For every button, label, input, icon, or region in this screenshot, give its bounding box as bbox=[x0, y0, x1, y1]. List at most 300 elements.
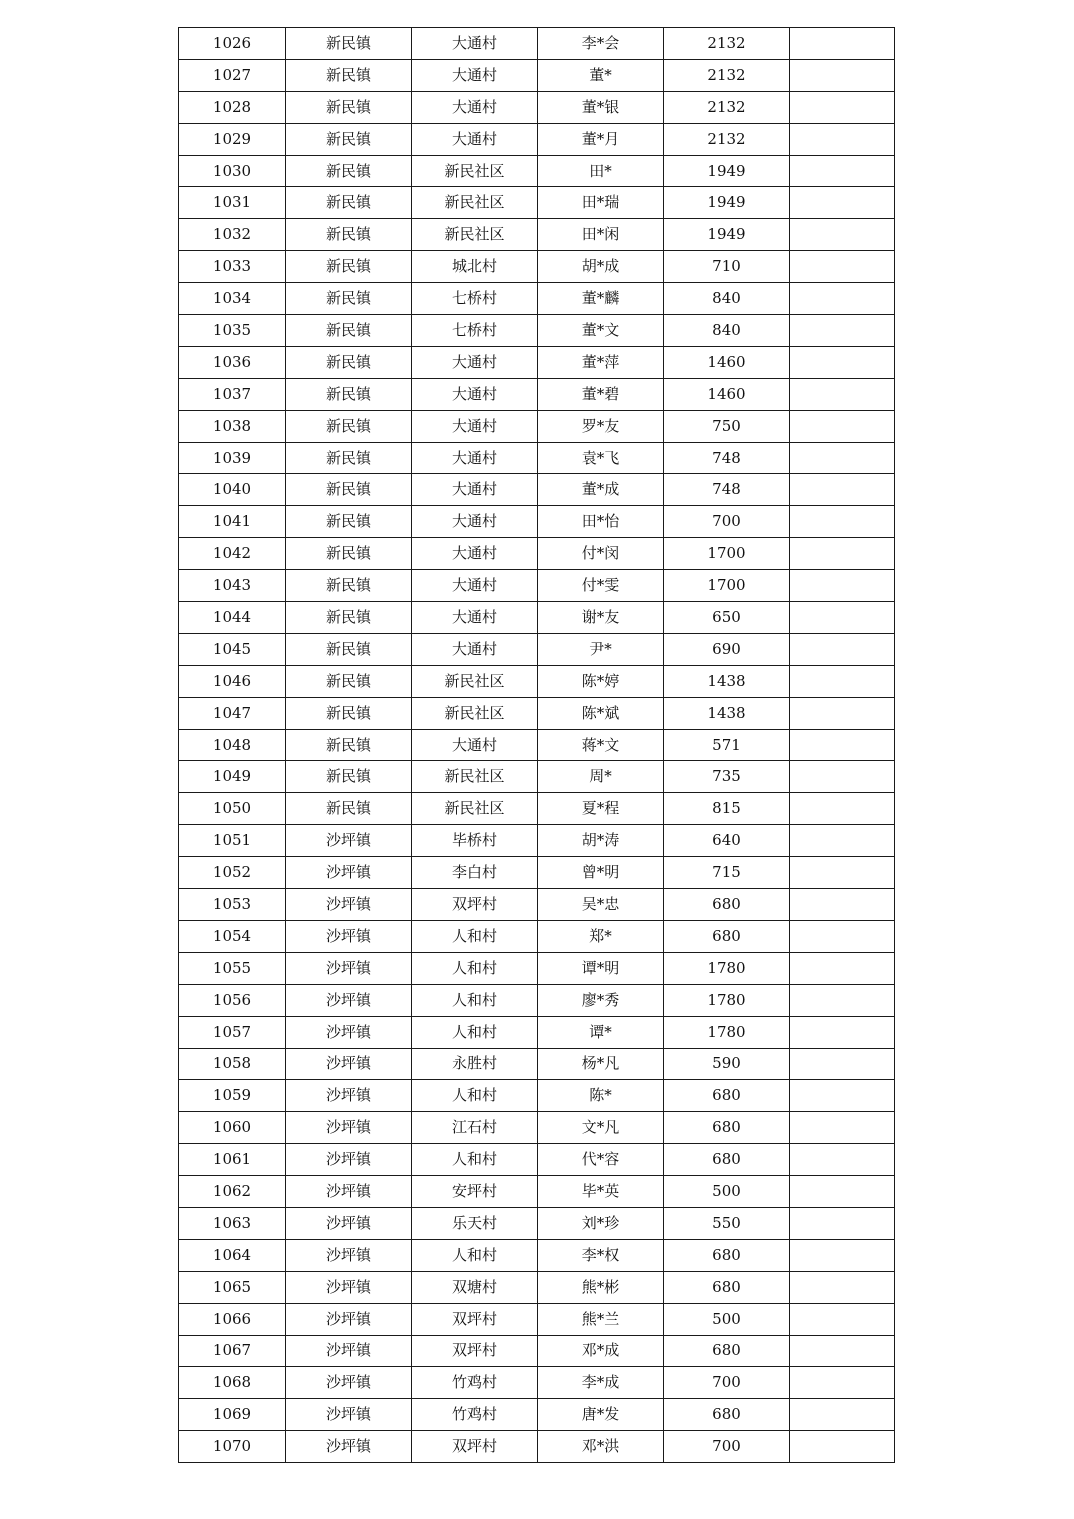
row-number-cell: 1068 bbox=[179, 1367, 286, 1399]
row-number-cell: 1038 bbox=[179, 410, 286, 442]
village-cell: 新民社区 bbox=[412, 155, 538, 187]
amount-cell: 680 bbox=[664, 1080, 790, 1112]
amount-cell: 1949 bbox=[664, 187, 790, 219]
row-number-cell: 1045 bbox=[179, 633, 286, 665]
town-cell: 新民镇 bbox=[286, 602, 412, 634]
amount-cell: 680 bbox=[664, 1144, 790, 1176]
name-cell: 董*碧 bbox=[538, 378, 664, 410]
town-cell: 新民镇 bbox=[286, 283, 412, 315]
amount-cell: 1700 bbox=[664, 570, 790, 602]
note-cell bbox=[790, 761, 895, 793]
row-number-cell: 1060 bbox=[179, 1112, 286, 1144]
note-cell bbox=[790, 442, 895, 474]
name-cell: 谢*友 bbox=[538, 602, 664, 634]
town-cell: 新民镇 bbox=[286, 729, 412, 761]
name-cell: 罗*友 bbox=[538, 410, 664, 442]
note-cell bbox=[790, 187, 895, 219]
town-cell: 新民镇 bbox=[286, 187, 412, 219]
town-cell: 沙坪镇 bbox=[286, 1303, 412, 1335]
town-cell: 新民镇 bbox=[286, 219, 412, 251]
village-cell: 七桥村 bbox=[412, 283, 538, 315]
amount-cell: 750 bbox=[664, 410, 790, 442]
town-cell: 新民镇 bbox=[286, 28, 412, 60]
note-cell bbox=[790, 1335, 895, 1367]
village-cell: 大通村 bbox=[412, 633, 538, 665]
row-number-cell: 1065 bbox=[179, 1271, 286, 1303]
table-row bbox=[179, 793, 895, 825]
name-cell: 胡*涛 bbox=[538, 825, 664, 857]
name-cell: 李*成 bbox=[538, 1367, 664, 1399]
table-row bbox=[179, 219, 895, 251]
table-row bbox=[179, 346, 895, 378]
town-cell: 新民镇 bbox=[286, 761, 412, 793]
town-cell: 新民镇 bbox=[286, 346, 412, 378]
row-number-cell: 1049 bbox=[179, 761, 286, 793]
row-number-cell: 1053 bbox=[179, 889, 286, 921]
note-cell bbox=[790, 506, 895, 538]
table-row bbox=[179, 187, 895, 219]
table-row bbox=[179, 251, 895, 283]
data-table bbox=[178, 27, 895, 1463]
row-number-cell: 1040 bbox=[179, 474, 286, 506]
amount-cell: 1438 bbox=[664, 697, 790, 729]
amount-cell: 680 bbox=[664, 1271, 790, 1303]
name-cell: 田*闲 bbox=[538, 219, 664, 251]
note-cell bbox=[790, 410, 895, 442]
town-cell: 新民镇 bbox=[286, 91, 412, 123]
note-cell bbox=[790, 155, 895, 187]
town-cell: 新民镇 bbox=[286, 793, 412, 825]
town-cell: 沙坪镇 bbox=[286, 1271, 412, 1303]
amount-cell: 700 bbox=[664, 506, 790, 538]
village-cell: 大通村 bbox=[412, 346, 538, 378]
amount-cell: 680 bbox=[664, 1112, 790, 1144]
table-row bbox=[179, 1176, 895, 1208]
row-number-cell: 1042 bbox=[179, 538, 286, 570]
name-cell: 田* bbox=[538, 155, 664, 187]
note-cell bbox=[790, 123, 895, 155]
amount-cell: 571 bbox=[664, 729, 790, 761]
amount-cell: 1460 bbox=[664, 346, 790, 378]
village-cell: 大通村 bbox=[412, 474, 538, 506]
row-number-cell: 1063 bbox=[179, 1207, 286, 1239]
note-cell bbox=[790, 59, 895, 91]
amount-cell: 710 bbox=[664, 251, 790, 283]
town-cell: 新民镇 bbox=[286, 59, 412, 91]
name-cell: 杨*凡 bbox=[538, 1048, 664, 1080]
name-cell: 代*容 bbox=[538, 1144, 664, 1176]
town-cell: 沙坪镇 bbox=[286, 1239, 412, 1271]
amount-cell: 680 bbox=[664, 1399, 790, 1431]
town-cell: 新民镇 bbox=[286, 474, 412, 506]
name-cell: 文*凡 bbox=[538, 1112, 664, 1144]
table-row bbox=[179, 1367, 895, 1399]
row-number-cell: 1054 bbox=[179, 920, 286, 952]
table-row bbox=[179, 410, 895, 442]
village-cell: 城北村 bbox=[412, 251, 538, 283]
village-cell: 新民社区 bbox=[412, 219, 538, 251]
name-cell: 田*瑞 bbox=[538, 187, 664, 219]
amount-cell: 1438 bbox=[664, 665, 790, 697]
name-cell: 刘*珍 bbox=[538, 1207, 664, 1239]
table-row bbox=[179, 697, 895, 729]
note-cell bbox=[790, 91, 895, 123]
note-cell bbox=[790, 538, 895, 570]
note-cell bbox=[790, 1303, 895, 1335]
village-cell: 双坪村 bbox=[412, 1303, 538, 1335]
name-cell: 廖*秀 bbox=[538, 984, 664, 1016]
village-cell: 双塘村 bbox=[412, 1271, 538, 1303]
village-cell: 大通村 bbox=[412, 538, 538, 570]
name-cell: 曾*明 bbox=[538, 857, 664, 889]
row-number-cell: 1056 bbox=[179, 984, 286, 1016]
name-cell: 董*麟 bbox=[538, 283, 664, 315]
village-cell: 大通村 bbox=[412, 729, 538, 761]
town-cell: 新民镇 bbox=[286, 506, 412, 538]
table-row bbox=[179, 984, 895, 1016]
row-number-cell: 1028 bbox=[179, 91, 286, 123]
note-cell bbox=[790, 665, 895, 697]
row-number-cell: 1031 bbox=[179, 187, 286, 219]
note-cell bbox=[790, 378, 895, 410]
village-cell: 七桥村 bbox=[412, 315, 538, 347]
town-cell: 沙坪镇 bbox=[286, 825, 412, 857]
amount-cell: 700 bbox=[664, 1367, 790, 1399]
row-number-cell: 1066 bbox=[179, 1303, 286, 1335]
town-cell: 新民镇 bbox=[286, 315, 412, 347]
amount-cell: 2132 bbox=[664, 123, 790, 155]
row-number-cell: 1043 bbox=[179, 570, 286, 602]
table-row bbox=[179, 1016, 895, 1048]
table-body bbox=[179, 28, 895, 1463]
note-cell bbox=[790, 889, 895, 921]
village-cell: 永胜村 bbox=[412, 1048, 538, 1080]
town-cell: 沙坪镇 bbox=[286, 984, 412, 1016]
village-cell: 新民社区 bbox=[412, 665, 538, 697]
row-number-cell: 1069 bbox=[179, 1399, 286, 1431]
name-cell: 李*权 bbox=[538, 1239, 664, 1271]
village-cell: 新民社区 bbox=[412, 793, 538, 825]
table-row bbox=[179, 378, 895, 410]
table-row bbox=[179, 889, 895, 921]
amount-cell: 680 bbox=[664, 1239, 790, 1271]
row-number-cell: 1055 bbox=[179, 952, 286, 984]
town-cell: 新民镇 bbox=[286, 442, 412, 474]
row-number-cell: 1039 bbox=[179, 442, 286, 474]
table-row bbox=[179, 825, 895, 857]
table-row bbox=[179, 28, 895, 60]
amount-cell: 1949 bbox=[664, 219, 790, 251]
note-cell bbox=[790, 474, 895, 506]
table-row bbox=[179, 538, 895, 570]
table-row bbox=[179, 123, 895, 155]
village-cell: 李白村 bbox=[412, 857, 538, 889]
note-cell bbox=[790, 1048, 895, 1080]
village-cell: 安坪村 bbox=[412, 1176, 538, 1208]
village-cell: 乐天村 bbox=[412, 1207, 538, 1239]
village-cell: 江石村 bbox=[412, 1112, 538, 1144]
village-cell: 人和村 bbox=[412, 1016, 538, 1048]
note-cell bbox=[790, 283, 895, 315]
note-cell bbox=[790, 28, 895, 60]
village-cell: 大通村 bbox=[412, 378, 538, 410]
town-cell: 新民镇 bbox=[286, 410, 412, 442]
row-number-cell: 1026 bbox=[179, 28, 286, 60]
amount-cell: 1949 bbox=[664, 155, 790, 187]
village-cell: 人和村 bbox=[412, 920, 538, 952]
name-cell: 熊*兰 bbox=[538, 1303, 664, 1335]
table-row bbox=[179, 442, 895, 474]
amount-cell: 1780 bbox=[664, 984, 790, 1016]
village-cell: 大通村 bbox=[412, 59, 538, 91]
table-row bbox=[179, 1239, 895, 1271]
row-number-cell: 1029 bbox=[179, 123, 286, 155]
table-row bbox=[179, 59, 895, 91]
village-cell: 大通村 bbox=[412, 506, 538, 538]
note-cell bbox=[790, 602, 895, 634]
town-cell: 沙坪镇 bbox=[286, 1048, 412, 1080]
name-cell: 邓*成 bbox=[538, 1335, 664, 1367]
table-row bbox=[179, 729, 895, 761]
row-number-cell: 1036 bbox=[179, 346, 286, 378]
row-number-cell: 1051 bbox=[179, 825, 286, 857]
note-cell bbox=[790, 1239, 895, 1271]
table-row bbox=[179, 283, 895, 315]
village-cell: 双坪村 bbox=[412, 889, 538, 921]
note-cell bbox=[790, 1144, 895, 1176]
note-cell bbox=[790, 315, 895, 347]
name-cell: 胡*成 bbox=[538, 251, 664, 283]
town-cell: 沙坪镇 bbox=[286, 1431, 412, 1463]
name-cell: 袁*飞 bbox=[538, 442, 664, 474]
name-cell: 付*雯 bbox=[538, 570, 664, 602]
note-cell bbox=[790, 697, 895, 729]
amount-cell: 815 bbox=[664, 793, 790, 825]
amount-cell: 1460 bbox=[664, 378, 790, 410]
table-row bbox=[179, 920, 895, 952]
town-cell: 新民镇 bbox=[286, 633, 412, 665]
note-cell bbox=[790, 729, 895, 761]
amount-cell: 650 bbox=[664, 602, 790, 634]
amount-cell: 500 bbox=[664, 1176, 790, 1208]
row-number-cell: 1064 bbox=[179, 1239, 286, 1271]
note-cell bbox=[790, 952, 895, 984]
village-cell: 人和村 bbox=[412, 952, 538, 984]
name-cell: 陈*婷 bbox=[538, 665, 664, 697]
town-cell: 沙坪镇 bbox=[286, 920, 412, 952]
name-cell: 董*成 bbox=[538, 474, 664, 506]
amount-cell: 700 bbox=[664, 1431, 790, 1463]
table-row bbox=[179, 1048, 895, 1080]
row-number-cell: 1057 bbox=[179, 1016, 286, 1048]
table-row bbox=[179, 857, 895, 889]
row-number-cell: 1048 bbox=[179, 729, 286, 761]
village-cell: 竹鸡村 bbox=[412, 1399, 538, 1431]
town-cell: 沙坪镇 bbox=[286, 1399, 412, 1431]
row-number-cell: 1037 bbox=[179, 378, 286, 410]
name-cell: 董*月 bbox=[538, 123, 664, 155]
town-cell: 沙坪镇 bbox=[286, 1207, 412, 1239]
town-cell: 沙坪镇 bbox=[286, 952, 412, 984]
town-cell: 新民镇 bbox=[286, 570, 412, 602]
document-page bbox=[178, 27, 894, 1463]
table-row bbox=[179, 506, 895, 538]
table-row bbox=[179, 633, 895, 665]
village-cell: 大通村 bbox=[412, 442, 538, 474]
name-cell: 唐*发 bbox=[538, 1399, 664, 1431]
row-number-cell: 1050 bbox=[179, 793, 286, 825]
name-cell: 董* bbox=[538, 59, 664, 91]
village-cell: 人和村 bbox=[412, 1239, 538, 1271]
table-row bbox=[179, 570, 895, 602]
table-row bbox=[179, 602, 895, 634]
village-cell: 大通村 bbox=[412, 123, 538, 155]
town-cell: 沙坪镇 bbox=[286, 1112, 412, 1144]
table-row bbox=[179, 315, 895, 347]
row-number-cell: 1035 bbox=[179, 315, 286, 347]
town-cell: 沙坪镇 bbox=[286, 1367, 412, 1399]
row-number-cell: 1032 bbox=[179, 219, 286, 251]
name-cell: 毕*英 bbox=[538, 1176, 664, 1208]
village-cell: 人和村 bbox=[412, 1080, 538, 1112]
amount-cell: 680 bbox=[664, 920, 790, 952]
name-cell: 蒋*文 bbox=[538, 729, 664, 761]
note-cell bbox=[790, 1399, 895, 1431]
table-row bbox=[179, 1144, 895, 1176]
amount-cell: 840 bbox=[664, 283, 790, 315]
town-cell: 沙坪镇 bbox=[286, 857, 412, 889]
name-cell: 陈*斌 bbox=[538, 697, 664, 729]
name-cell: 李*会 bbox=[538, 28, 664, 60]
amount-cell: 715 bbox=[664, 857, 790, 889]
village-cell: 双坪村 bbox=[412, 1431, 538, 1463]
village-cell: 大通村 bbox=[412, 570, 538, 602]
row-number-cell: 1041 bbox=[179, 506, 286, 538]
row-number-cell: 1034 bbox=[179, 283, 286, 315]
village-cell: 人和村 bbox=[412, 984, 538, 1016]
table-row bbox=[179, 1271, 895, 1303]
amount-cell: 748 bbox=[664, 474, 790, 506]
amount-cell: 590 bbox=[664, 1048, 790, 1080]
amount-cell: 500 bbox=[664, 1303, 790, 1335]
name-cell: 夏*程 bbox=[538, 793, 664, 825]
village-cell: 竹鸡村 bbox=[412, 1367, 538, 1399]
note-cell bbox=[790, 570, 895, 602]
table-row bbox=[179, 952, 895, 984]
table-row bbox=[179, 1399, 895, 1431]
town-cell: 沙坪镇 bbox=[286, 889, 412, 921]
amount-cell: 690 bbox=[664, 633, 790, 665]
note-cell bbox=[790, 1016, 895, 1048]
amount-cell: 550 bbox=[664, 1207, 790, 1239]
row-number-cell: 1052 bbox=[179, 857, 286, 889]
village-cell: 大通村 bbox=[412, 91, 538, 123]
table-row bbox=[179, 474, 895, 506]
name-cell: 吴*忠 bbox=[538, 889, 664, 921]
amount-cell: 2132 bbox=[664, 91, 790, 123]
table-row bbox=[179, 665, 895, 697]
amount-cell: 1780 bbox=[664, 1016, 790, 1048]
note-cell bbox=[790, 219, 895, 251]
note-cell bbox=[790, 857, 895, 889]
name-cell: 陈* bbox=[538, 1080, 664, 1112]
town-cell: 新民镇 bbox=[286, 123, 412, 155]
note-cell bbox=[790, 1271, 895, 1303]
town-cell: 新民镇 bbox=[286, 697, 412, 729]
row-number-cell: 1033 bbox=[179, 251, 286, 283]
amount-cell: 640 bbox=[664, 825, 790, 857]
note-cell bbox=[790, 825, 895, 857]
amount-cell: 1700 bbox=[664, 538, 790, 570]
row-number-cell: 1046 bbox=[179, 665, 286, 697]
name-cell: 董*萍 bbox=[538, 346, 664, 378]
table-row bbox=[179, 1335, 895, 1367]
village-cell: 新民社区 bbox=[412, 761, 538, 793]
table-row bbox=[179, 91, 895, 123]
note-cell bbox=[790, 793, 895, 825]
town-cell: 新民镇 bbox=[286, 665, 412, 697]
amount-cell: 840 bbox=[664, 315, 790, 347]
note-cell bbox=[790, 984, 895, 1016]
town-cell: 沙坪镇 bbox=[286, 1176, 412, 1208]
amount-cell: 680 bbox=[664, 889, 790, 921]
name-cell: 谭*明 bbox=[538, 952, 664, 984]
name-cell: 董*文 bbox=[538, 315, 664, 347]
village-cell: 大通村 bbox=[412, 602, 538, 634]
town-cell: 沙坪镇 bbox=[286, 1144, 412, 1176]
name-cell: 谭* bbox=[538, 1016, 664, 1048]
note-cell bbox=[790, 920, 895, 952]
name-cell: 田*怡 bbox=[538, 506, 664, 538]
amount-cell: 748 bbox=[664, 442, 790, 474]
note-cell bbox=[790, 251, 895, 283]
table-row bbox=[179, 1431, 895, 1463]
amount-cell: 680 bbox=[664, 1335, 790, 1367]
table-row bbox=[179, 155, 895, 187]
town-cell: 沙坪镇 bbox=[286, 1080, 412, 1112]
name-cell: 付*闵 bbox=[538, 538, 664, 570]
amount-cell: 735 bbox=[664, 761, 790, 793]
note-cell bbox=[790, 1112, 895, 1144]
village-cell: 新民社区 bbox=[412, 697, 538, 729]
note-cell bbox=[790, 1176, 895, 1208]
village-cell: 双坪村 bbox=[412, 1335, 538, 1367]
table-row bbox=[179, 1080, 895, 1112]
table-row bbox=[179, 1207, 895, 1239]
note-cell bbox=[790, 1367, 895, 1399]
amount-cell: 2132 bbox=[664, 59, 790, 91]
note-cell bbox=[790, 633, 895, 665]
village-cell: 新民社区 bbox=[412, 187, 538, 219]
row-number-cell: 1044 bbox=[179, 602, 286, 634]
name-cell: 熊*彬 bbox=[538, 1271, 664, 1303]
name-cell: 董*银 bbox=[538, 91, 664, 123]
table-row bbox=[179, 1303, 895, 1335]
row-number-cell: 1059 bbox=[179, 1080, 286, 1112]
row-number-cell: 1030 bbox=[179, 155, 286, 187]
name-cell: 周* bbox=[538, 761, 664, 793]
note-cell bbox=[790, 1080, 895, 1112]
row-number-cell: 1070 bbox=[179, 1431, 286, 1463]
table-row bbox=[179, 1112, 895, 1144]
amount-cell: 1780 bbox=[664, 952, 790, 984]
note-cell bbox=[790, 1207, 895, 1239]
village-cell: 大通村 bbox=[412, 410, 538, 442]
name-cell: 尹* bbox=[538, 633, 664, 665]
village-cell: 大通村 bbox=[412, 28, 538, 60]
town-cell: 新民镇 bbox=[286, 378, 412, 410]
row-number-cell: 1067 bbox=[179, 1335, 286, 1367]
